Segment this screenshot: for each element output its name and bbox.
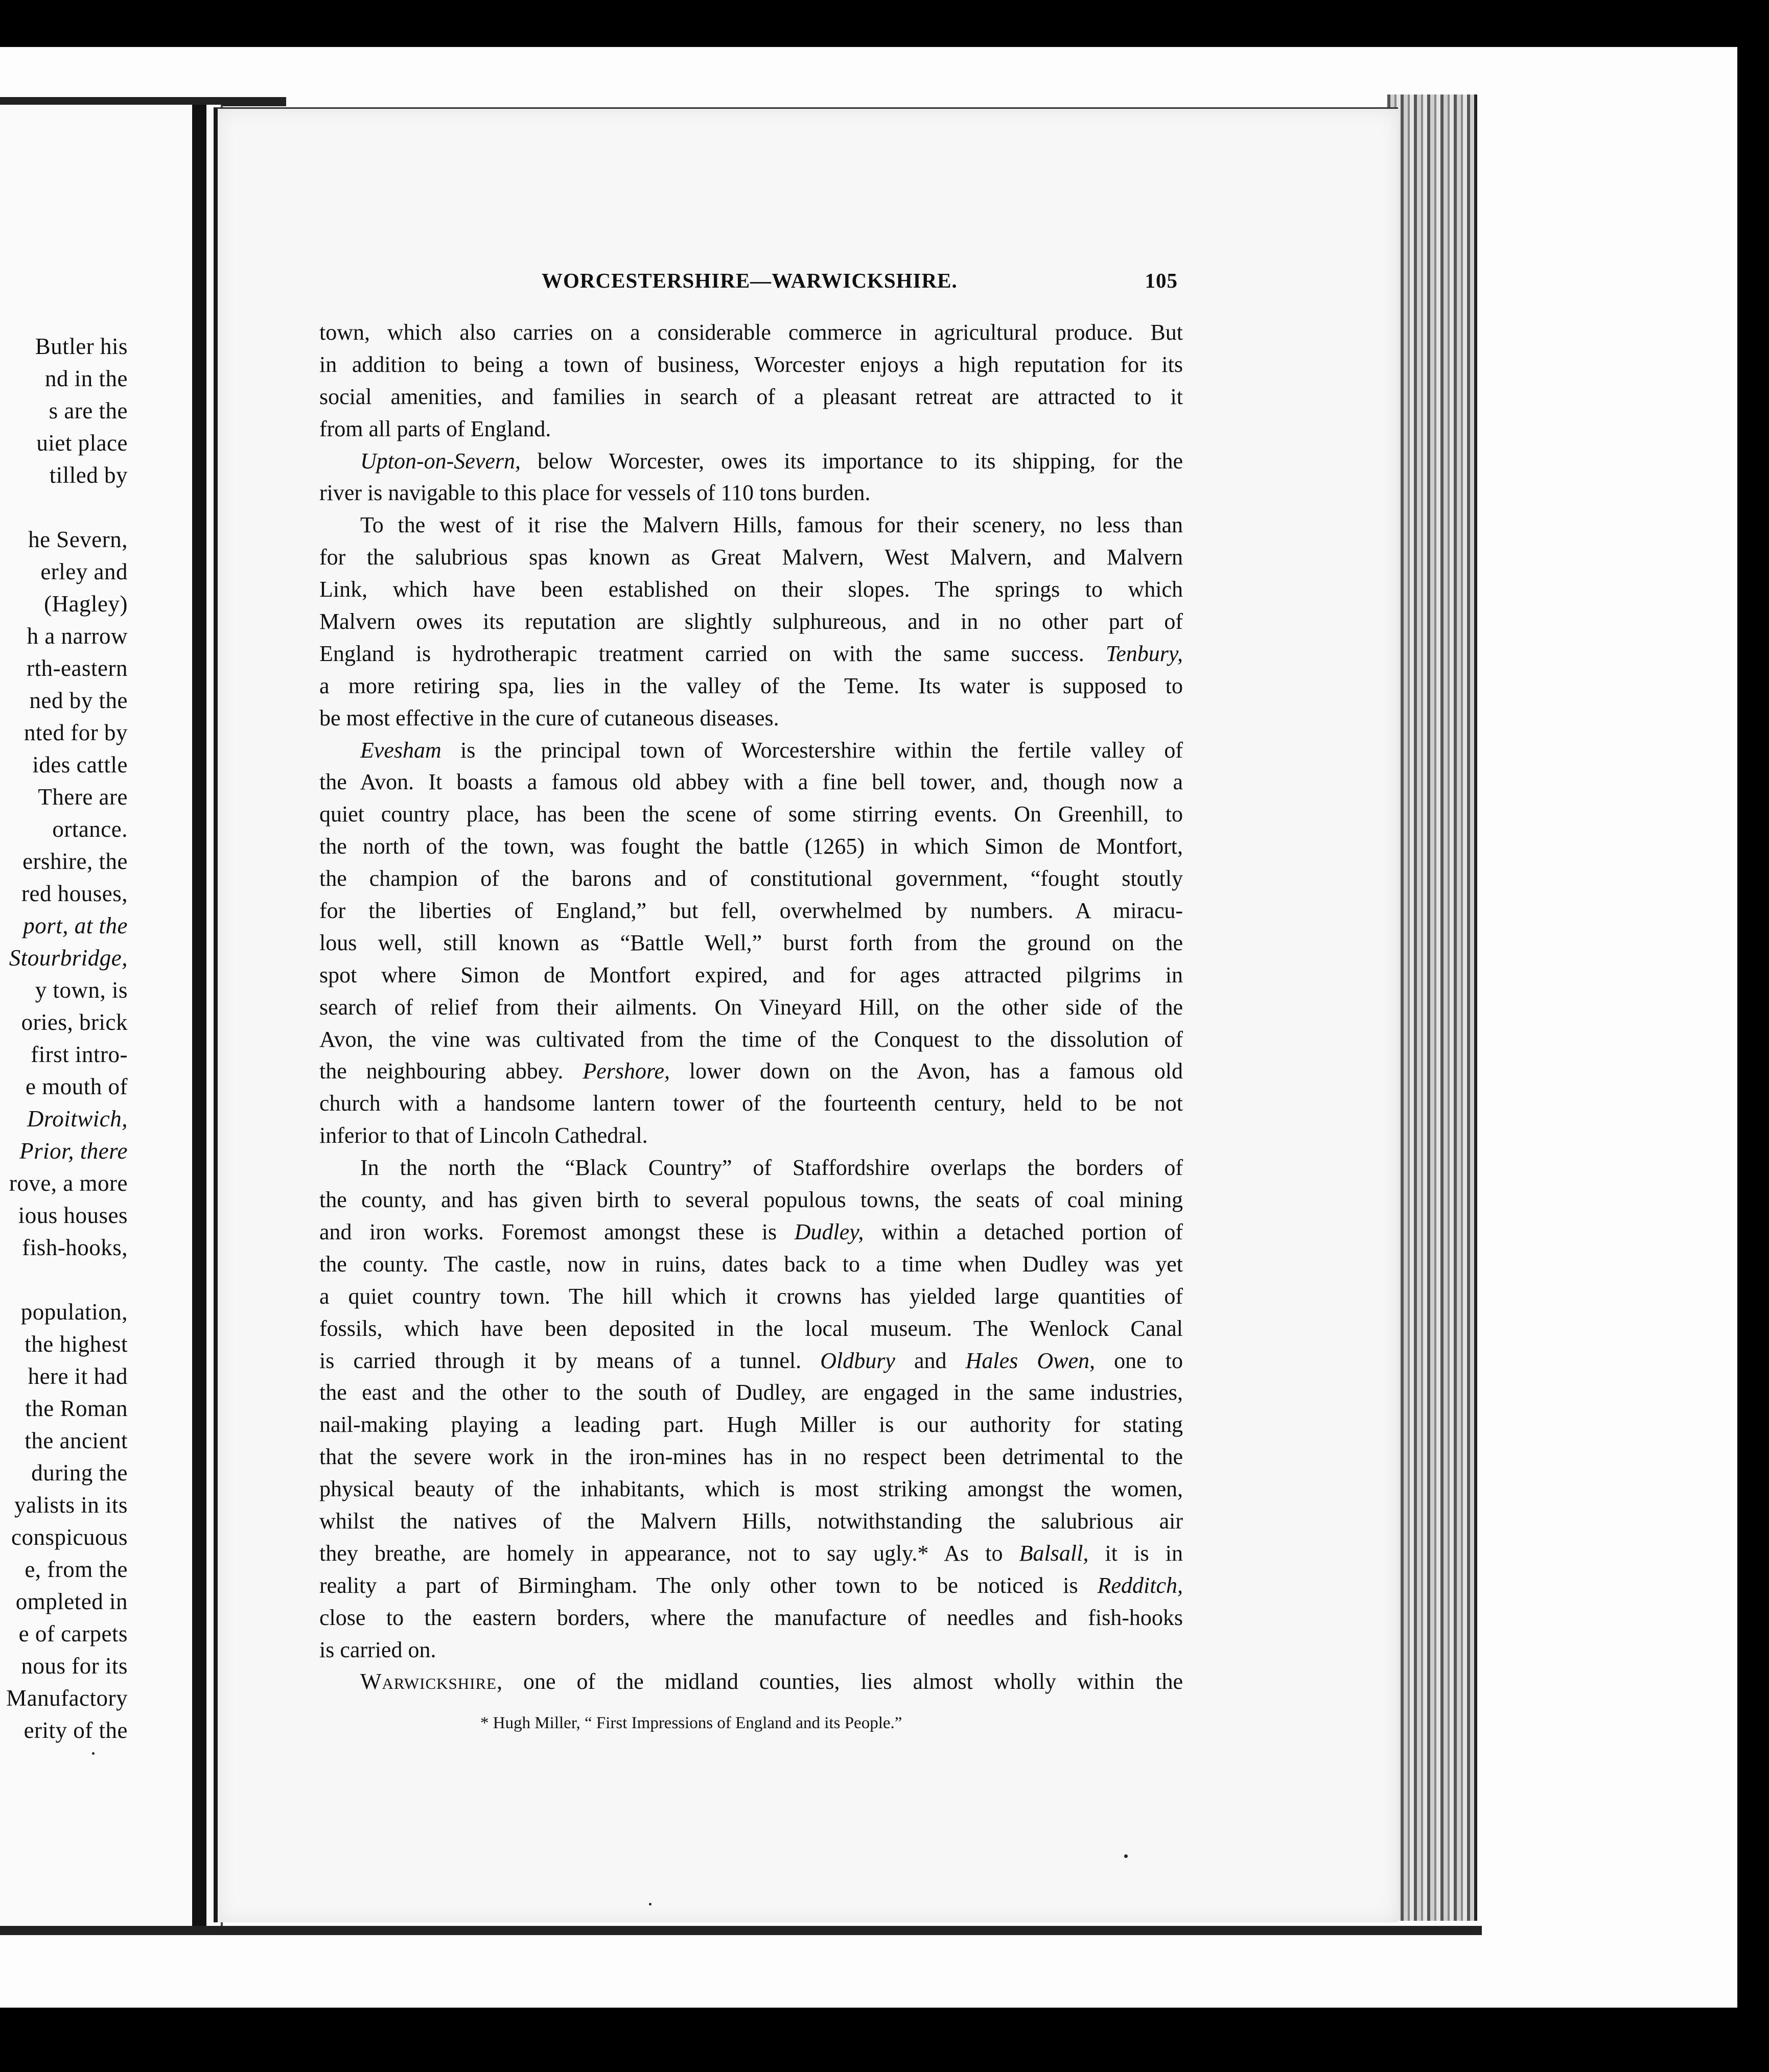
text-line: In the north the “Black Country” of Staffordshire overlaps the borders of [360, 1155, 1183, 1181]
text-line: quiet country place, has been the scene of some stirring events. On Greenhill, to [319, 802, 1183, 827]
left-line: e of carpets [18, 1621, 128, 1646]
text-line: for the liberties of England,” but fell, overwhelmed by numbers. A miracu- [319, 898, 1183, 924]
left-line: ompleted in [15, 1589, 128, 1614]
body-text [319, 317, 1183, 1698]
left-line: erity of the [24, 1717, 128, 1743]
scan-top-border [0, 0, 1769, 47]
page-block-edges [1387, 95, 1477, 1921]
left-line: Butler his [35, 334, 128, 359]
left-line: Stourbridge, [9, 945, 128, 971]
text-line: spot where Simon de Montfort expired, and for ages attracted pilgrims in [319, 962, 1183, 987]
book-spine [192, 105, 206, 1934]
previous-page [0, 105, 223, 1928]
place-name: Balsall, [1019, 1540, 1089, 1566]
scan-speck [92, 1752, 95, 1755]
place-name: Tenbury, [1105, 641, 1183, 666]
left-line: e, from the [25, 1557, 128, 1582]
left-line: the ancient [25, 1428, 128, 1453]
text-line: from all parts of England. [319, 416, 551, 441]
text-line: they breathe, are homely in appearance, not to say ugly.* As to Balsall, it is in [319, 1540, 1183, 1566]
paragraph [319, 735, 1183, 1152]
paragraph [319, 445, 1183, 510]
text-line: the north of the town, was fought the battle (1265) in which Simon de Montfort, [319, 834, 1183, 859]
text-line: nail-making playing a leading part. Hugh Miller is our authority for stating [319, 1412, 1183, 1438]
left-line: ories, brick [21, 1009, 128, 1035]
place-name: Pershore, [583, 1058, 670, 1084]
left-line: There are [38, 784, 128, 810]
text-line: Malvern owes its reputation are slightly sulphureous, and in no other part of [319, 609, 1183, 634]
left-line: port, at the [23, 913, 128, 938]
text-line: social amenities, and families in search of a pleasant retreat are attracted to it [319, 384, 1183, 409]
left-line: ious houses [18, 1203, 128, 1228]
left-line: population, [20, 1299, 128, 1325]
text-line: Warwickshire, one of the midland counties, lies almost wholly within the [360, 1669, 1183, 1694]
scan-speck [1124, 1854, 1128, 1858]
running-head-title: WORCESTERSHIRE—WARWICKSHIRE. [542, 269, 958, 292]
paragraph [319, 317, 1183, 445]
text-line: fossils, which have been deposited in the local museum. The Wenlock Canal [319, 1315, 1183, 1341]
footnote: * Hugh Miller, “ First Impressions of England and its People.” [480, 1714, 902, 1732]
left-line: ortance. [52, 816, 128, 842]
left-line: the highest [25, 1331, 128, 1357]
text-line: the county. The castle, now in ruins, dates back to a time when Dudley was yet [319, 1251, 1183, 1277]
text-line: a more retiring spa, lies in the valley of the Teme. Its water is supposed to [319, 673, 1183, 698]
text-line: physical beauty of the inhabitants, which is most striking amongst the women, [319, 1476, 1183, 1502]
text-line: lous well, still known as “Battle Well,” burst forth from the ground on the [319, 930, 1183, 955]
left-line: he Severn, [28, 527, 128, 552]
left-line: h a narrow [27, 623, 128, 649]
place-name: Evesham [360, 737, 441, 763]
book-cover-bottom [0, 1926, 1482, 1935]
text-line: be most effective in the cure of cutaneous diseases. [319, 705, 779, 731]
left-line: Manufactory [6, 1685, 128, 1711]
left-line: here it had [28, 1363, 128, 1389]
scan-bottom-border [0, 2008, 1769, 2072]
text-line: close to the eastern borders, where the manufacture of needles and fish-hooks [319, 1605, 1183, 1630]
left-line: fish-hooks, [22, 1235, 128, 1260]
left-line: (Hagley) [44, 591, 128, 617]
text-line: whilst the natives of the Malvern Hills, notwithstanding the salubrious air [319, 1508, 1183, 1534]
text-line: search of relief from their ailments. On Vineyard Hill, on the other side of the [319, 994, 1183, 1020]
place-name: Dudley, [794, 1219, 864, 1244]
left-line: during the [31, 1460, 128, 1486]
text-line: Evesham is the principal town of Worcestershire within the fertile valley of [360, 737, 1183, 763]
paragraph [319, 1666, 1183, 1698]
left-line: the Roman [25, 1396, 128, 1421]
left-line: Prior, there [19, 1138, 128, 1164]
text-line: To the west of it rise the Malvern Hills, famous for their scenery, no less than [360, 512, 1183, 538]
left-line: nd in the [45, 366, 128, 391]
left-line: e mouth of [26, 1074, 128, 1099]
left-line: y town, is [35, 977, 128, 1003]
text-line: a quiet country town. The hill which it crowns has yielded large quantities of [319, 1283, 1183, 1309]
left-line: first intro- [31, 1042, 128, 1067]
left-line: uiet place [36, 430, 128, 456]
text-line: Upton-on-Severn, below Worcester, owes its importance to its shipping, for the [360, 448, 1183, 474]
text-line: in addition to being a town of business, Worcester enjoys a high reputation for its [319, 351, 1183, 377]
left-line: nous for its [21, 1653, 128, 1679]
left-line: yalists in its [14, 1492, 128, 1518]
text-line: is carried on. [319, 1637, 436, 1662]
left-line: s are the [49, 398, 128, 423]
text-line: Link, which have been established on their slopes. The springs to which [319, 577, 1183, 602]
text-line: the champion of the barons and of constitutional government, “fought stoutly [319, 866, 1183, 891]
left-line: ershire, the [22, 849, 128, 874]
left-line [6, 491, 128, 524]
paragraph [319, 1152, 1183, 1666]
running-head [542, 268, 1178, 293]
text-line: for the salubrious spas known as Great Malvern, West Malvern, and Malvern [319, 545, 1183, 570]
county-name: Warwickshire [360, 1669, 497, 1694]
text-line: church with a handsome lantern tower of the fourteenth century, held to be not [319, 1091, 1183, 1116]
scan-speck [649, 1903, 651, 1905]
place-name: Hales Owen, [965, 1348, 1096, 1373]
text-line: Avon, the vine was cultivated from the time of the Conquest to the dissolution of [319, 1026, 1183, 1052]
left-line: rth-eastern [27, 655, 128, 681]
place-name: Upton-on-Severn, [360, 448, 521, 474]
place-name: Oldbury [820, 1348, 895, 1373]
left-line: ides cattle [32, 752, 128, 778]
left-line: nted for by [24, 720, 128, 745]
text-line: the Avon. It boasts a famous old abbey with a fine bell tower, and, though now a [319, 769, 1183, 795]
place-name: Redditch, [1097, 1572, 1183, 1598]
text-line: and iron works. Foremost amongst these is Dudley, within a detached portion of [319, 1219, 1183, 1244]
text-line: England is hydrotherapic treatment carried on with the same success. Tenbury, [319, 641, 1183, 666]
previous-page-text [6, 331, 128, 1747]
left-line: erley and [40, 559, 128, 584]
text-line: the county, and has given birth to several populous towns, the seats of coal mining [319, 1187, 1183, 1213]
text-line: town, which also carries on a considerable commerce in agricultural produce. But [319, 320, 1183, 345]
text-line: river is navigable to this place for vessels of 110 tons burden. [319, 480, 871, 506]
text-line: the neighbouring abbey. Pershore, lower down on the Avon, has a famous old [319, 1058, 1183, 1084]
scan-right-border [1737, 0, 1769, 2072]
text-line: reality a part of Birmingham. The only other town to be noticed is Redditch, [319, 1572, 1183, 1598]
paragraph [319, 509, 1183, 734]
left-line: red houses, [21, 881, 128, 906]
left-line: ned by the [29, 688, 128, 713]
left-line [6, 1264, 128, 1296]
text-line: is carried through it by means of a tunnel. Oldbury and Hales Owen, one to [319, 1348, 1183, 1373]
text-line: inferior to that of Lincoln Cathedral. [319, 1123, 648, 1148]
text-line: the east and the other to the south of Dudley, are engaged in the same industries, [319, 1380, 1183, 1405]
left-line: tilled by [49, 462, 128, 488]
left-line: rove, a more [9, 1170, 128, 1196]
page-number: 105 [1145, 269, 1178, 292]
text-line: that the severe work in the iron-mines has in no respect been detrimental to the [319, 1444, 1183, 1470]
left-line: conspicuous [11, 1524, 128, 1550]
left-line: Droitwich, [27, 1106, 128, 1132]
